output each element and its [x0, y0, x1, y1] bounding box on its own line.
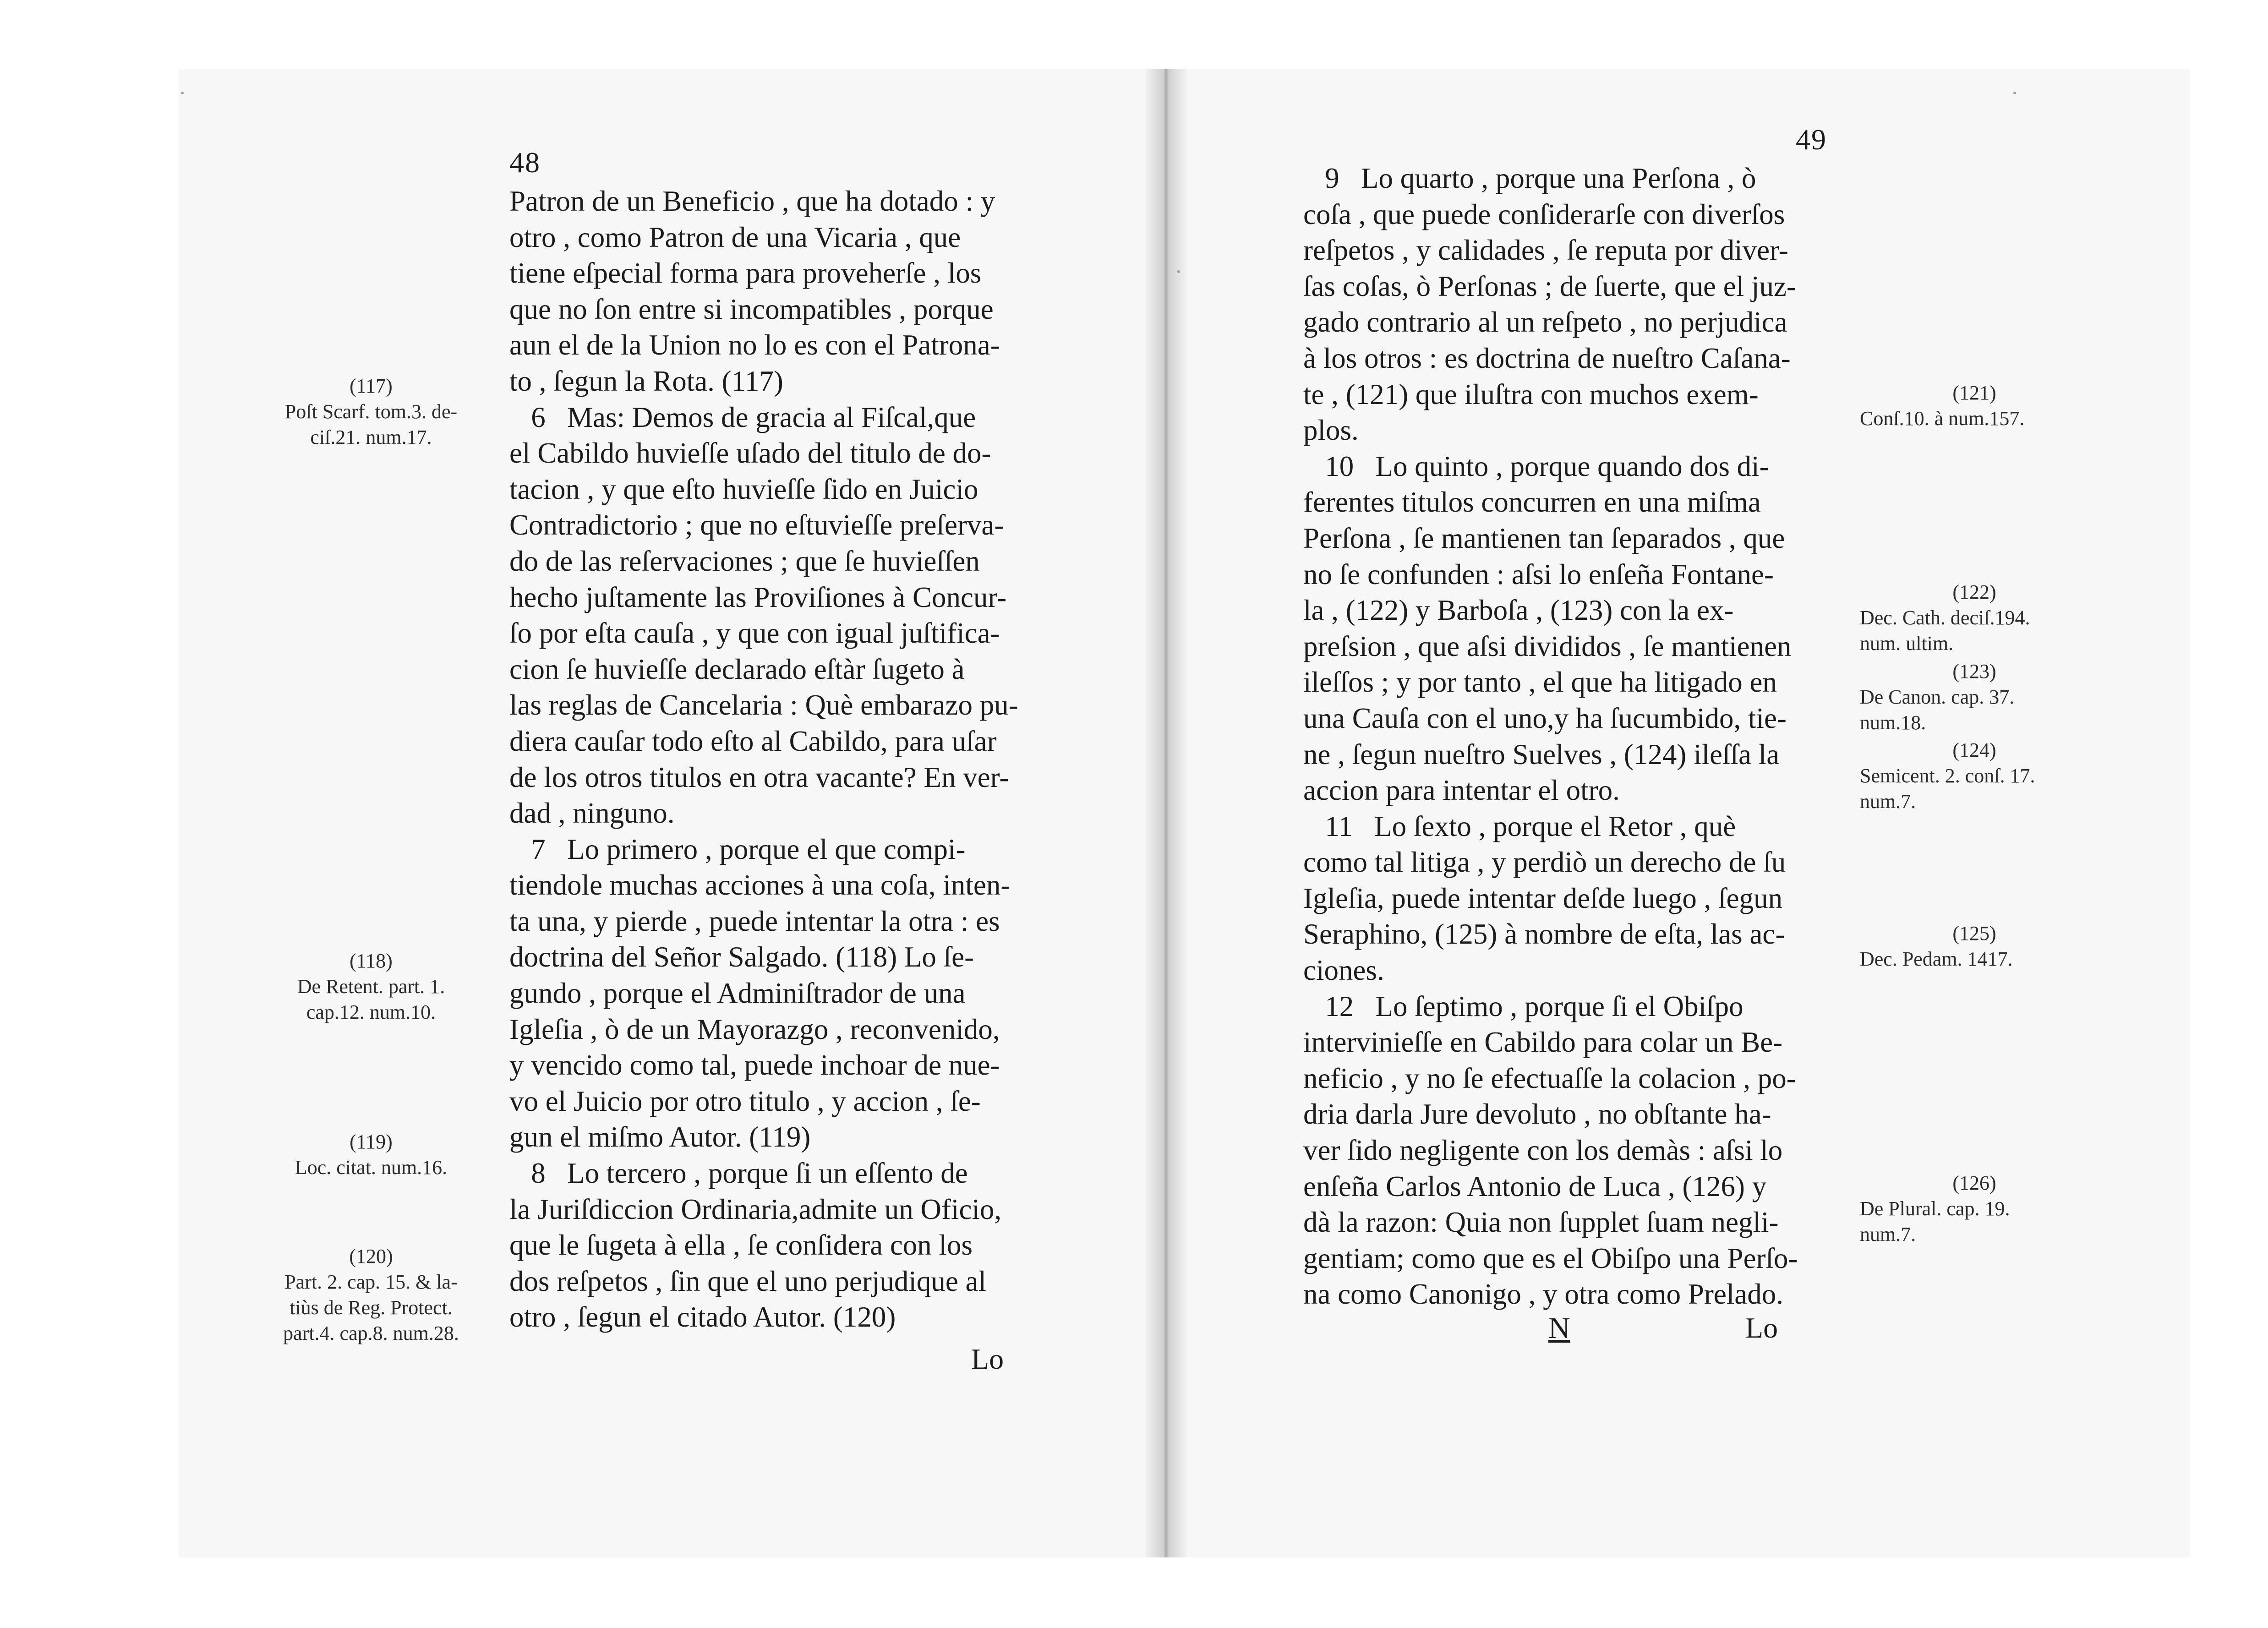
left-page-text [509, 183, 1041, 1335]
text-line: doctrina del Señor Salgado. (118) Lo ſe- [509, 941, 974, 973]
text-line: ileſſos ; y por tanto , el que ha litigado en [1303, 666, 1777, 699]
text-line: ne , ſegun nueſtro Suelves , (124) ileſſa la [1303, 738, 1780, 770]
text-line: 8 Lo tercero , porque ſi un eſſento de [509, 1157, 968, 1190]
note-line: num. ultim. [1860, 632, 1954, 655]
note-ref: (118) [350, 950, 393, 972]
text-line: to , ſegun la Rota. (117) [509, 365, 783, 397]
text-line: intervinieſſe en Cabildo para colar un Be- [1303, 1026, 1783, 1059]
note-line: cap.12. num.10. [306, 1001, 436, 1023]
text-line: reſpetos , y calidades , ſe reputa por diver- [1303, 234, 1788, 267]
note-line: Conſ.10. à num.157. [1860, 407, 2025, 430]
note-ref: (117) [350, 375, 393, 397]
margin-note-118 [247, 948, 495, 1025]
note-line: De Plural. cap. 19. [1860, 1197, 2010, 1220]
text-line: ta una, y pierde , puede intentar la otra : es [509, 905, 1000, 937]
text-line: ferentes titulos concurren en una miſma [1303, 486, 1761, 519]
text-line: dà la razon: Quia non ſupplet ſuam negli- [1303, 1206, 1779, 1239]
note-ref: (126) [1952, 1172, 1996, 1194]
note-ref: (120) [349, 1245, 393, 1267]
right-page-text [1303, 160, 1835, 1312]
note-ref: (122) [1952, 581, 1996, 603]
text-line: otro , ſegun el citado Autor. (120) [509, 1301, 896, 1333]
text-line: diera cauſar todo eſto al Cabildo, para uſar [509, 725, 997, 757]
margin-note-126 [1860, 1170, 2089, 1247]
text-line: dos reſpetos , ſin que el uno perjudique al [509, 1265, 987, 1297]
text-line: tiendole muchas acciones à una coſa, inten- [509, 869, 1011, 901]
note-line: De Retent. part. 1. [297, 975, 445, 998]
text-line: que le ſugeta à ella , ſe conſidera con los [509, 1229, 973, 1262]
text-line: ſo por eſta cauſa , y que con igual juſtifica- [509, 617, 1000, 650]
text-line: te , (121) que iluſtra con muchos exem- [1303, 378, 1759, 410]
margin-note-117 [247, 373, 495, 450]
text-line: gentiam; como que es el Obiſpo una Perſo- [1303, 1242, 1798, 1274]
text-line: cion ſe huvieſſe declarado eſtàr ſugeto à [509, 653, 965, 685]
text-line: na como Canonigo , y otra como Prelado. [1303, 1278, 1784, 1311]
text-line: la Juriſdiccion Ordinaria,admite un Oficio, [509, 1193, 1002, 1225]
note-line: Dec. Pedam. 1417. [1860, 948, 2013, 970]
text-line: 9 Lo quarto , porque una Perſona , ò [1303, 162, 1756, 194]
text-line: hecho juſtamente las Proviſiones à Concur- [509, 581, 1007, 613]
text-line: que no ſon entre si incompatibles , porque [509, 293, 994, 325]
text-line: plos. [1303, 414, 1359, 447]
text-line: gundo , porque el Adminiſtrador de una [509, 977, 966, 1010]
text-line: neficio , y no ſe efectuaſſe la colacion , po- [1303, 1062, 1796, 1094]
text-line: Contradictorio ; que no eſtuvieſſe preſerva- [509, 509, 1004, 541]
book-gutter [1145, 69, 1186, 1557]
text-line: preſsion , que aſsi divididos , ſe mantienen [1303, 630, 1792, 662]
margin-note-124 [1860, 738, 2089, 814]
text-line: 11 Lo ſexto , porque el Retor , què [1303, 810, 1736, 842]
text-line: tacion , y que eſto huvieſſe ſido en Juicio [509, 473, 978, 505]
margin-note-121 [1860, 380, 2089, 432]
text-line: ſas coſas, ò Perſonas ; de ſuerte, que el juz- [1303, 270, 1796, 302]
note-line: part.4. cap.8. num.28. [283, 1322, 459, 1344]
right-catchword: Lo [1745, 1311, 1778, 1344]
paper-speck [2013, 92, 2016, 94]
note-line: num.18. [1860, 711, 1926, 734]
left-page-number: 48 [509, 146, 541, 179]
text-line: no ſe confunden : aſsi lo enſeña Fontane- [1303, 558, 1774, 590]
note-line: num.7. [1860, 1223, 1916, 1246]
paper-speck [181, 92, 184, 94]
text-line: dad , ninguno. [509, 797, 675, 830]
margin-note-125 [1860, 921, 2089, 972]
text-line: coſa , que puede conſiderarſe con diverſos [1303, 198, 1785, 230]
note-line: Semicent. 2. conſ. 17. [1860, 765, 2035, 787]
text-line: Igleſia, puede intentar deſde luego , ſegun [1303, 882, 1783, 914]
margin-note-123 [1860, 659, 2089, 736]
note-ref: (121) [1952, 382, 1996, 404]
text-line: de los otros titulos en otra vacante? En ver- [509, 761, 1009, 793]
text-line: 10 Lo quinto , porque quando dos di- [1303, 450, 1769, 482]
text-line: ver ſido negligente con los demàs : aſsi lo [1303, 1134, 1783, 1167]
text-line: do de las reſervaciones ; que ſe huvieſſen [509, 545, 980, 577]
note-line: Loc. citat. num.16. [295, 1156, 448, 1179]
margin-note-119 [247, 1129, 495, 1180]
note-line: Part. 2. cap. 15. & la- [284, 1271, 458, 1293]
note-line: num.7. [1860, 790, 1916, 813]
note-ref: (123) [1952, 660, 1996, 683]
text-line: Seraphino, (125) à nombre de eſta, las ac- [1303, 918, 1785, 951]
text-line: 12 Lo ſeptimo , porque ſi el Obiſpo [1303, 990, 1743, 1022]
text-line: Patron de un Beneficio , que ha dotado : y [509, 185, 995, 217]
text-line: aun el de la Union no lo es con el Patrona- [509, 329, 1000, 361]
text-line: ciones. [1303, 954, 1384, 987]
text-line: 6 Mas: Demos de gracia al Fiſcal,que [509, 401, 976, 433]
note-line: Dec. Cath. deciſ.194. [1860, 606, 2030, 629]
margin-note-120 [247, 1244, 495, 1346]
note-ref: (124) [1952, 739, 1996, 761]
paper-speck [1177, 270, 1180, 273]
text-line: una Cauſa con el uno,y ha ſucumbido, tie- [1303, 702, 1787, 734]
text-line: la , (122) y Barboſa , (123) con la ex- [1303, 594, 1734, 627]
margin-note-122 [1860, 579, 2089, 656]
text-line: à los otros : es doctrina de nueſtro Caſana- [1303, 342, 1791, 374]
text-line: dria darla Jure devoluto , no obſtante ha- [1303, 1098, 1771, 1131]
note-line: De Canon. cap. 37. [1860, 686, 2015, 708]
note-line: tiùs de Reg. Protect. [290, 1296, 453, 1319]
note-ref: (119) [350, 1131, 393, 1153]
text-line: y vencido como tal, puede inchoar de nue- [509, 1049, 1000, 1082]
text-line: tiene eſpecial forma para proveherſe , los [509, 257, 982, 290]
text-line: como tal litiga , y perdiò un derecho de ſu [1303, 846, 1786, 879]
text-line: Perſona , ſe mantienen tan ſeparados , que [1303, 522, 1785, 554]
text-line: otro , como Patron de una Vicaria , que [509, 221, 961, 253]
note-line: ciſ.21. num.17. [310, 426, 432, 448]
left-catchword: Lo [971, 1343, 1004, 1375]
text-line: accion para intentar el otro. [1303, 774, 1620, 807]
text-line: enſeña Carlos Antonio de Luca , (126) y [1303, 1170, 1767, 1202]
text-line: gado contrario al un reſpeto , no perjudica [1303, 306, 1787, 339]
note-ref: (125) [1952, 922, 1996, 945]
text-line: 7 Lo primero , porque el que compi- [509, 833, 966, 865]
note-line: Poſt Scarf. tom.3. de- [284, 400, 458, 423]
text-line: las reglas de Cancelaria : Què embarazo pu- [509, 689, 1018, 721]
text-line: Igleſia , ò de un Mayorazgo , reconvenido, [509, 1013, 1000, 1045]
signature-mark: N [1548, 1311, 1570, 1345]
text-line: el Cabildo huvieſſe uſado del titulo de do- [509, 437, 991, 470]
text-line: gun el miſmo Autor. (119) [509, 1121, 811, 1153]
text-line: vo el Juicio por otro titulo , y accion , ſe- [509, 1085, 981, 1117]
right-page-number: 49 [1796, 123, 1827, 156]
